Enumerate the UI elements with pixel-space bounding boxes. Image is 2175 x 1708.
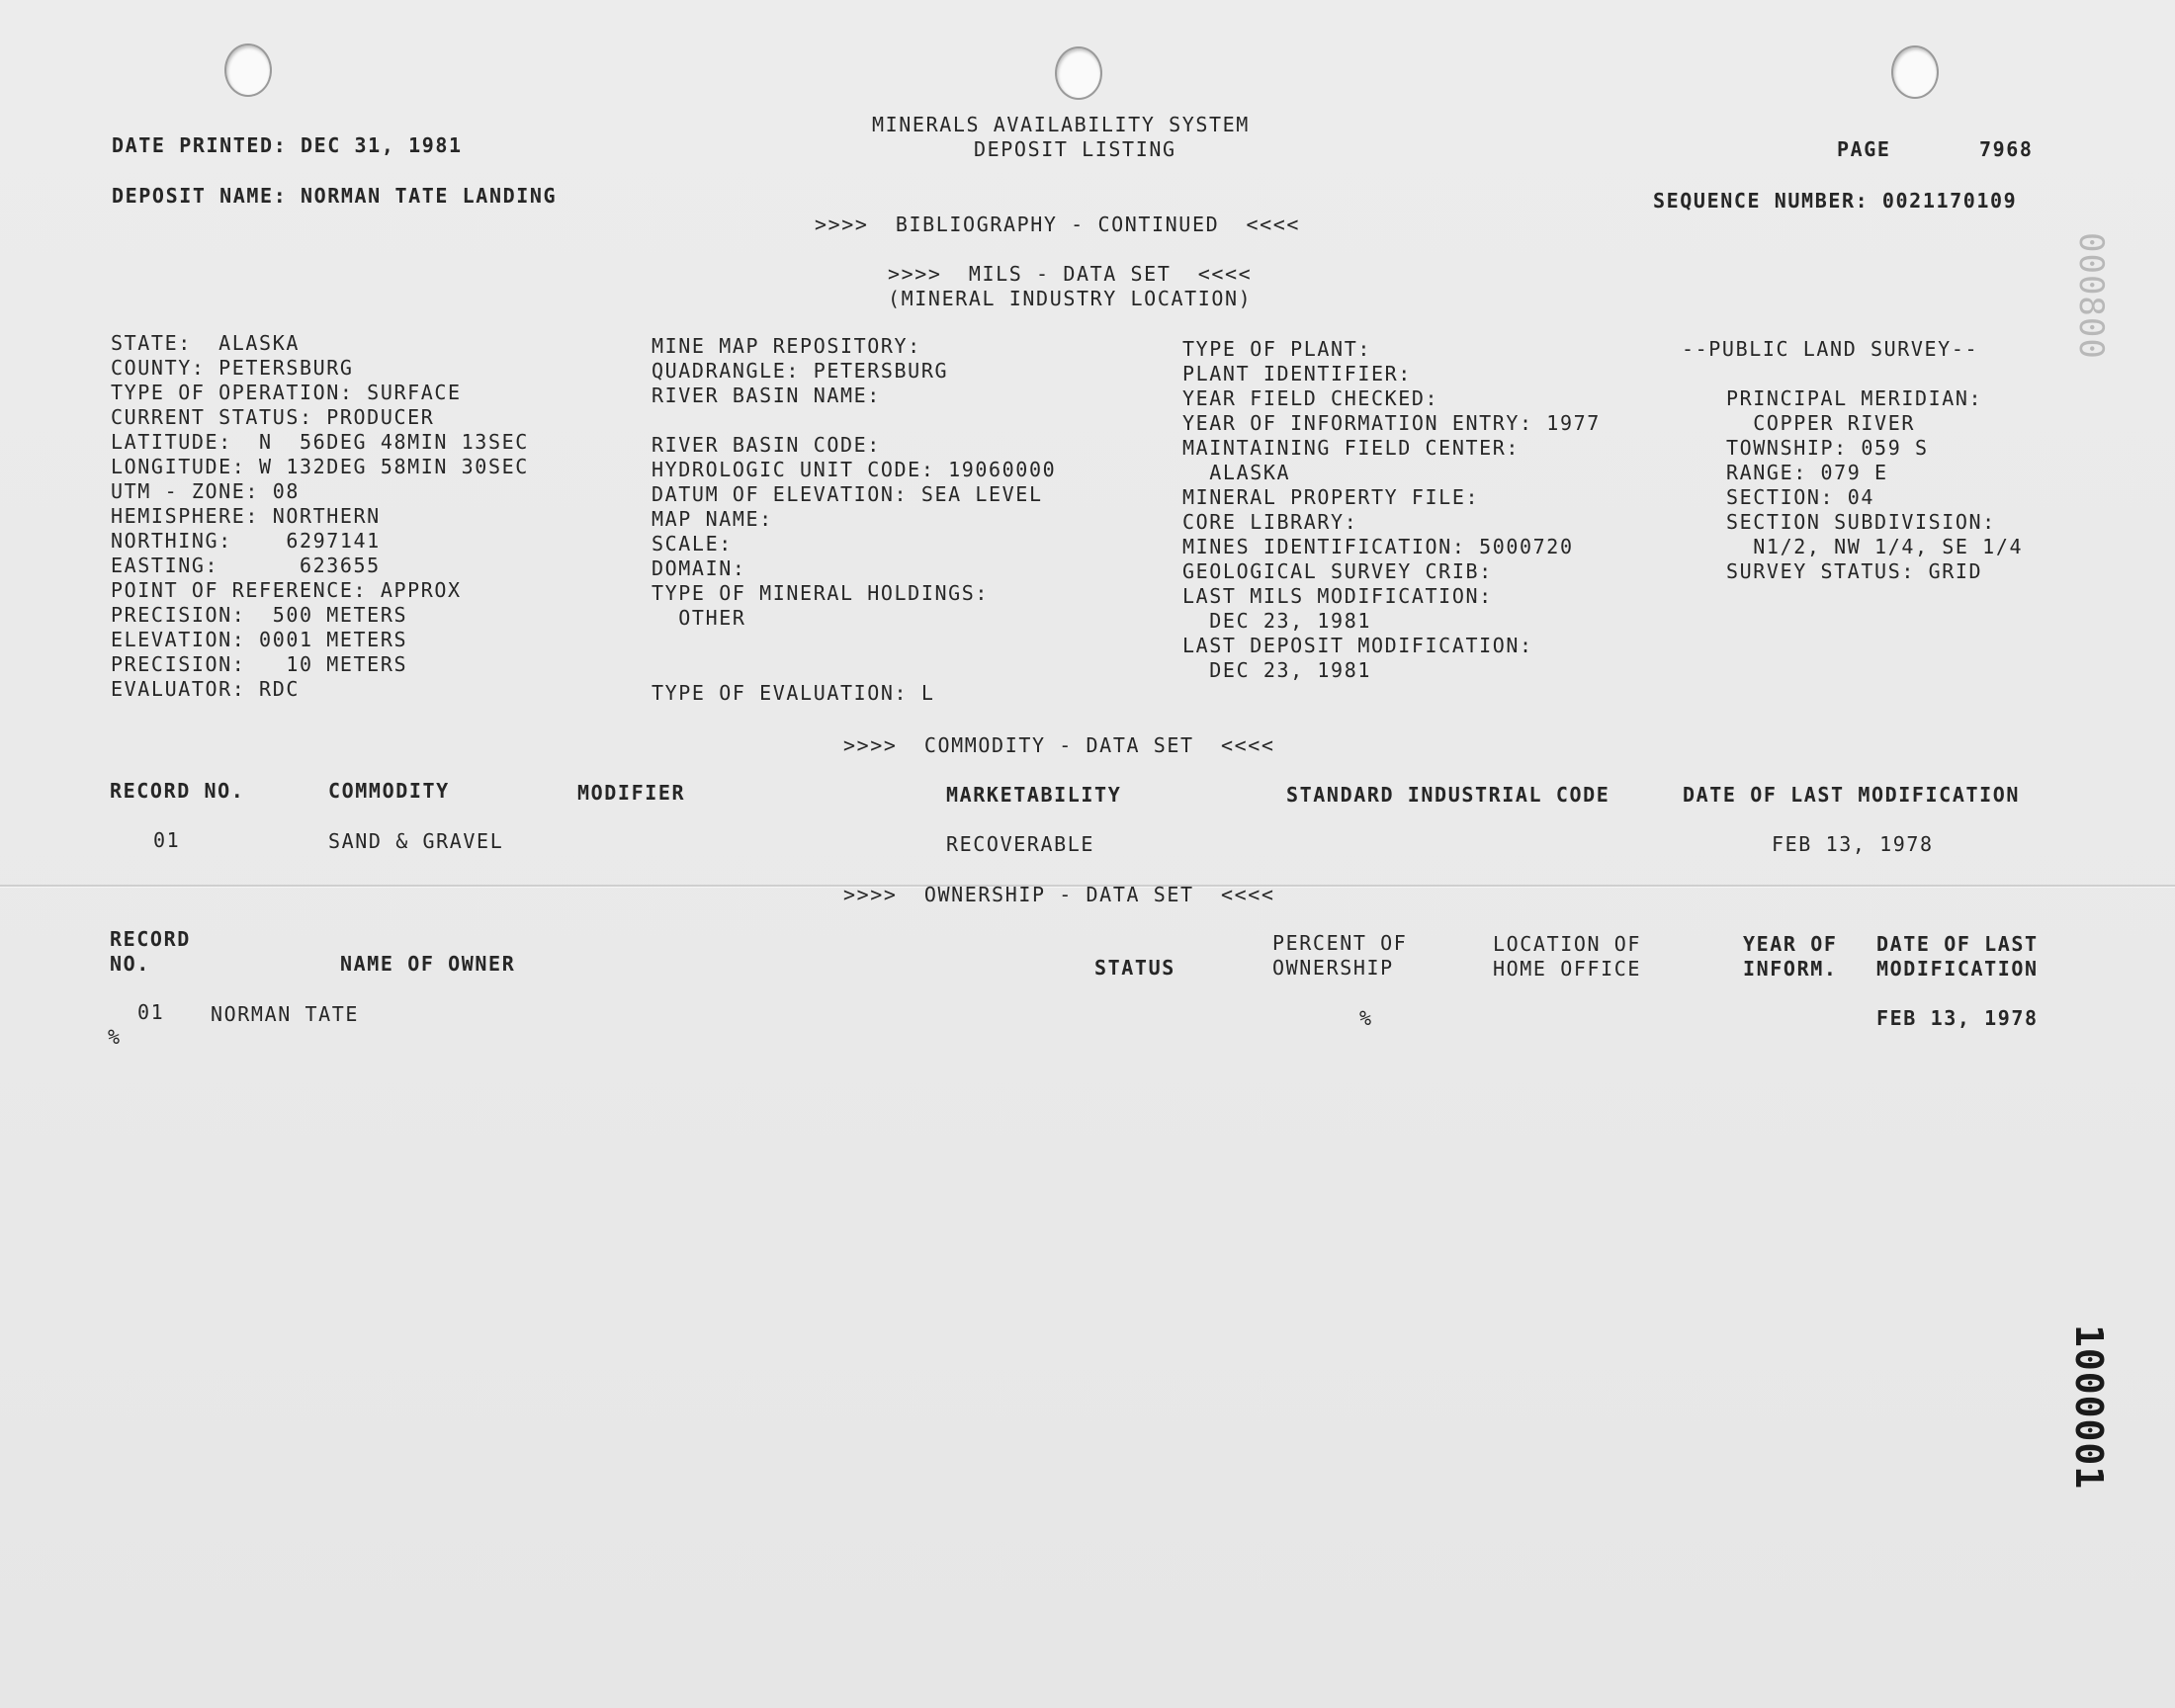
ownership-header-date-2: MODIFICATION: [1876, 957, 2039, 981]
field-northing: NORTHING: 6297141: [111, 529, 381, 553]
ownership-header-percent-2: OWNERSHIP: [1272, 956, 1394, 980]
commodity-header-date: DATE OF LAST MODIFICATION: [1683, 783, 2021, 807]
deposit-name: DEPOSIT NAME: NORMAN TATE LANDING: [112, 184, 558, 208]
field-hydrologic-unit-code: HYDROLOGIC UNIT CODE: 19060000: [652, 458, 1057, 481]
field-evaluator: EVALUATOR: RDC: [111, 677, 300, 701]
frame-number-faint: 000800: [2071, 232, 2111, 360]
commodity-header-sic: STANDARD INDUSTRIAL CODE: [1286, 783, 1610, 807]
field-field-center-value: ALASKA: [1182, 461, 1291, 484]
ownership-footnote: %: [108, 1025, 122, 1049]
field-mines-identification: MINES IDENTIFICATION: 5000720: [1182, 535, 1574, 558]
sequence-number: SEQUENCE NUMBER: 0021170109: [1653, 189, 2018, 213]
commodity-header-commodity: COMMODITY: [328, 779, 450, 803]
commodity-header-modifier: MODIFIER: [577, 781, 686, 805]
field-range: RANGE: 079 E: [1726, 461, 1888, 484]
commodity-marketability: RECOVERABLE: [946, 832, 1095, 856]
field-principal-meridian: PRINCIPAL MERIDIAN:: [1726, 386, 1983, 410]
mils-section-title: >>>> MILS - DATA SET <<<<: [888, 262, 1253, 286]
ownership-header-year-1: YEAR OF: [1743, 932, 1838, 956]
mils-section-subtitle: (MINERAL INDUSTRY LOCATION): [888, 287, 1253, 310]
field-maintaining-field-center: MAINTAINING FIELD CENTER:: [1182, 436, 1521, 460]
field-map-name: MAP NAME:: [652, 507, 773, 531]
field-principal-meridian-value: COPPER RIVER: [1726, 411, 1915, 435]
ownership-header-percent-1: PERCENT OF: [1272, 931, 1408, 955]
field-precision-location: PRECISION: 500 METERS: [111, 603, 408, 627]
field-latitude: LATITUDE: N 56DEG 48MIN 13SEC: [111, 430, 529, 454]
field-easting: EASTING: 623655: [111, 554, 381, 577]
field-mineral-property-file: MINERAL PROPERTY FILE:: [1182, 485, 1480, 509]
field-longitude: LONGITUDE: W 132DEG 58MIN 30SEC: [111, 455, 529, 478]
field-plant-identifier: PLANT IDENTIFIER:: [1182, 362, 1412, 385]
field-section: SECTION: 04: [1726, 485, 1875, 509]
field-datum-of-elevation: DATUM OF ELEVATION: SEA LEVEL: [652, 482, 1043, 506]
ownership-header-record-2: NO.: [110, 952, 150, 976]
field-mineral-holdings-value: OTHER: [652, 606, 746, 630]
field-section-subdivision-value: N1/2, NW 1/4, SE 1/4: [1726, 535, 2024, 558]
field-quadrangle: QUADRANGLE: PETERSBURG: [652, 359, 949, 383]
field-state: STATE: ALASKA: [111, 331, 300, 355]
ownership-header-record-1: RECORD: [110, 927, 191, 951]
frame-number: 1000001: [2067, 1324, 2111, 1491]
field-precision-elevation: PRECISION: 10 METERS: [111, 652, 408, 676]
public-land-survey-title: --PUBLIC LAND SURVEY--: [1682, 337, 1979, 361]
bibliography-section-title: >>>> BIBLIOGRAPHY - CONTINUED <<<<: [815, 213, 1301, 236]
page-number: 7968: [1979, 137, 2034, 161]
field-utm-zone: UTM - ZONE: 08: [111, 479, 300, 503]
field-township: TOWNSHIP: 059 S: [1726, 436, 1929, 460]
field-point-of-reference: POINT OF REFERENCE: APPROX: [111, 578, 462, 602]
field-geological-survey-crib: GEOLOGICAL SURVEY CRIB:: [1182, 559, 1493, 583]
punch-hole-center: [1055, 46, 1102, 100]
field-section-subdivision: SECTION SUBDIVISION:: [1726, 510, 1996, 534]
commodity-record-no: 01: [153, 828, 181, 852]
page-label: PAGE: [1837, 137, 1891, 161]
commodity-name: SAND & GRAVEL: [328, 829, 504, 853]
field-year-field-checked: YEAR FIELD CHECKED:: [1182, 386, 1439, 410]
ownership-section-title: >>>> OWNERSHIP - DATA SET <<<<: [843, 883, 1275, 906]
field-core-library: CORE LIBRARY:: [1182, 510, 1358, 534]
punch-hole-left: [224, 43, 272, 97]
ownership-header-location-1: LOCATION OF: [1493, 932, 1642, 956]
date-printed: DATE PRINTED: DEC 31, 1981: [112, 133, 463, 157]
field-survey-status: SURVEY STATUS: GRID: [1726, 559, 1983, 583]
field-elevation: ELEVATION: 0001 METERS: [111, 628, 408, 651]
field-last-deposit-modification-date: DEC 23, 1981: [1182, 658, 1371, 682]
commodity-date: FEB 13, 1978: [1772, 832, 1934, 856]
commodity-section-title: >>>> COMMODITY - DATA SET <<<<: [843, 733, 1275, 757]
field-river-basin-code: RIVER BASIN CODE:: [652, 433, 881, 457]
field-river-basin-name: RIVER BASIN NAME:: [652, 384, 881, 407]
field-hemisphere: HEMISPHERE: NORTHERN: [111, 504, 381, 528]
field-type-of-operation: TYPE OF OPERATION: SURFACE: [111, 381, 462, 404]
field-last-mils-modification: LAST MILS MODIFICATION:: [1182, 584, 1493, 608]
ownership-percent: %: [1359, 1006, 1373, 1030]
field-type-of-mineral-holdings: TYPE OF MINERAL HOLDINGS:: [652, 581, 990, 605]
ownership-record-no: 01: [137, 1000, 165, 1024]
ownership-date: FEB 13, 1978: [1876, 1006, 2039, 1030]
ownership-header-year-2: INFORM.: [1743, 957, 1838, 981]
field-last-deposit-modification: LAST DEPOSIT MODIFICATION:: [1182, 634, 1533, 657]
field-mine-map-repository: MINE MAP REPOSITORY:: [652, 334, 921, 358]
report-title: DEPOSIT LISTING: [974, 137, 1176, 161]
field-type-of-evaluation: TYPE OF EVALUATION: L: [652, 681, 935, 705]
ownership-owner-name: NORMAN TATE: [211, 1002, 360, 1026]
commodity-header-marketability: MARKETABILITY: [946, 783, 1122, 807]
ownership-header-name: NAME OF OWNER: [340, 952, 516, 976]
field-current-status: CURRENT STATUS: PRODUCER: [111, 405, 435, 429]
ownership-header-location-2: HOME OFFICE: [1493, 957, 1642, 981]
field-domain: DOMAIN:: [652, 556, 746, 580]
field-year-of-information-entry: YEAR OF INFORMATION ENTRY: 1977: [1182, 411, 1601, 435]
punch-hole-right: [1891, 45, 1939, 99]
field-scale: SCALE:: [652, 532, 733, 555]
field-county: COUNTY: PETERSBURG: [111, 356, 354, 380]
ownership-header-status: STATUS: [1094, 956, 1175, 980]
field-last-mils-modification-date: DEC 23, 1981: [1182, 609, 1371, 633]
ownership-header-date-1: DATE OF LAST: [1876, 932, 2039, 956]
commodity-header-record-no: RECORD NO.: [110, 779, 245, 803]
field-type-of-plant: TYPE OF PLANT:: [1182, 337, 1371, 361]
system-title: MINERALS AVAILABILITY SYSTEM: [872, 113, 1250, 136]
